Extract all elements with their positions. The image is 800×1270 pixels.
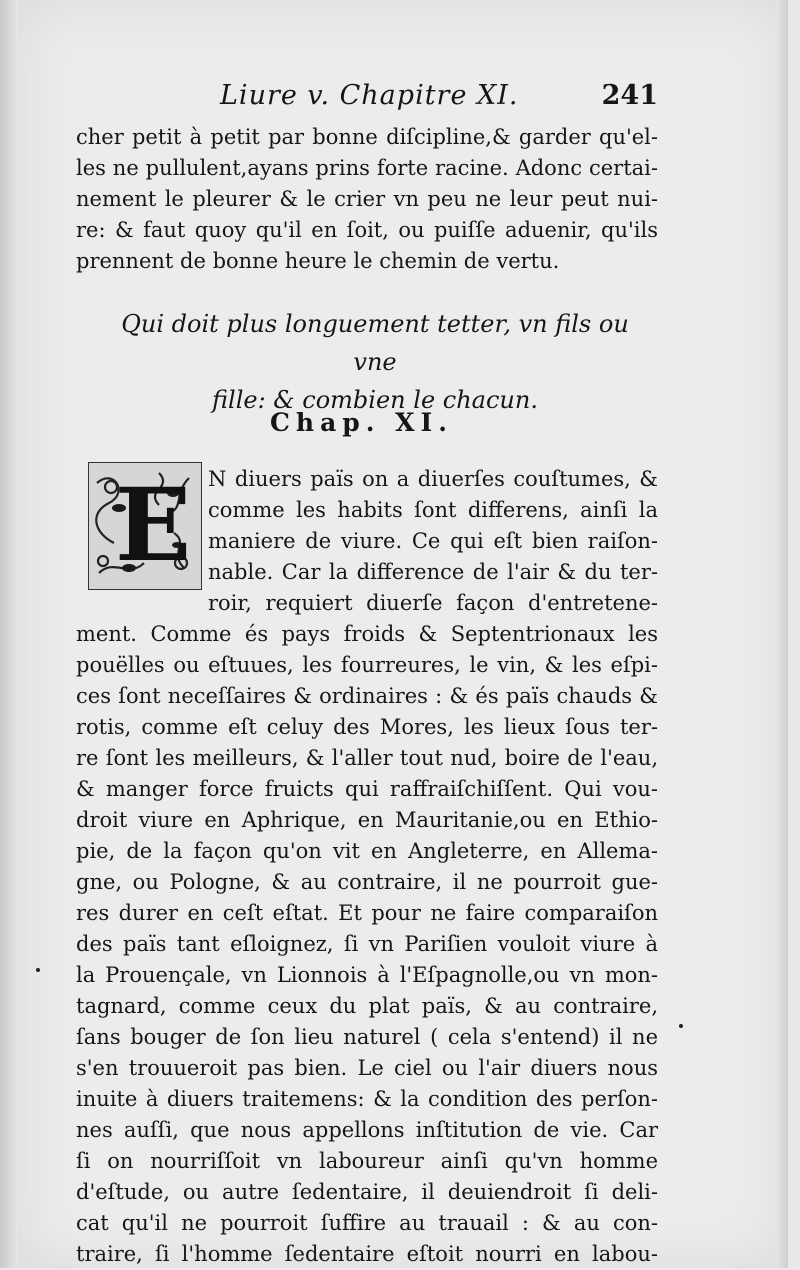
text-line: des païs tant eſloignez, ſi vn Pariſien vouloit viure à <box>76 932 658 956</box>
section-title <box>110 305 640 419</box>
text-line: ſi on nourriſſoit vn laboureur ainſi qu'vn homme <box>76 1149 658 1173</box>
text-line: inuite à diuers traitemens: & la condition des perſon- <box>76 1087 658 1111</box>
text-line: nement le pleurer & le crier vn peu ne leur peut nui- <box>76 187 658 211</box>
text-line: re ſont les meilleurs, & l'aller tout nud, boire de l'eau, <box>76 746 658 770</box>
text-line: la Prouençale, vn Lionnois à l'Eſpagnolle,ou vn mon- <box>76 963 658 987</box>
text-line: cat qu'il ne pourroit ſuffire au trauail : & au con- <box>76 1211 658 1235</box>
speck <box>679 1024 683 1028</box>
text-line: res durer en ceſt eſtat. Et pour ne faire comparaiſon <box>76 901 658 925</box>
text-line: pouëlles ou eſtuues, les fourreures, le vin, & les eſpi- <box>76 653 658 677</box>
text-line: ment. Comme és pays froids & Septentrionaux les <box>76 622 658 646</box>
text-line: pie, de la façon qu'on vit en Angleterre, en Allema- <box>76 839 658 863</box>
text-line: droit viure en Aphrique, en Mauritanie,ou en Ethio- <box>76 808 658 832</box>
text-line: ſans bouger de ſon lieu naturel ( cela s'entend) il ne <box>76 1025 658 1049</box>
text-line: tagnard, comme ceux du plat païs, & au contraire, <box>76 994 658 1018</box>
section-title-line: Qui doit plus longuement tetter, vn fils ou vne <box>121 310 629 376</box>
page-number: 241 <box>601 80 658 111</box>
text-line: rotis, comme eſt celuy des Mores, les lieux ſous ter- <box>76 715 658 739</box>
speck <box>36 968 40 972</box>
text-line: s'en trouueroit pas bien. Le ciel ou l'air diuers nous <box>76 1056 658 1080</box>
page-gutter-left <box>0 0 18 1268</box>
chapter-body <box>76 619 658 1270</box>
top-paragraph <box>76 122 658 277</box>
text-line: re: & faut quoy qu'il en ſoit, ou puiſſe aduenir, qu'ils <box>76 218 658 242</box>
text-line: d'eſtude, ou autre ſedentaire, il deuiendroit ſi deli- <box>76 1180 658 1204</box>
decorated-initial <box>88 462 202 590</box>
text-line: comme les habits ſont differens, ainſi la <box>208 498 658 522</box>
initial-letter: E <box>115 466 192 584</box>
chapter-heading: Chap. XI. <box>270 408 453 437</box>
text-line: & manger force fruicts qui raffraiſchiſſent. Qui vou- <box>76 777 658 801</box>
page-header <box>70 78 658 114</box>
text-line: N diuers païs on a diuerſes couſtumes, & <box>208 467 658 491</box>
text-line: traire, ſi l'homme ſedentaire eſtoit nourri en labou- <box>76 1242 658 1266</box>
text-line: cher petit à petit par bonne diſcipline,& garder qu'el- <box>76 125 658 149</box>
text-line: maniere de viure. Ce qui eſt bien raiſon- <box>208 529 658 553</box>
text-line: nes auſſi, que nous appellons inſtitution de vie. Car <box>76 1118 658 1142</box>
text-line: ces ſont neceſſaires & ordinaires : & és païs chauds & <box>76 684 658 708</box>
text-line: roir, requiert diuerſe façon d'entretene- <box>208 591 658 615</box>
text-line: gne, ou Pologne, & au contraire, il ne pourroit gue- <box>76 870 658 894</box>
page-edge-right <box>776 0 788 1268</box>
chapter-opening-lines <box>208 464 658 619</box>
section-title-line: fille: & combien le chacun. <box>212 386 538 414</box>
text-line: prennent de bonne heure le chemin de vertu. <box>76 249 560 273</box>
text-line: les ne pullulent,ayans prins forte racine. Adonc certai- <box>76 156 658 180</box>
text-line: nable. Car la difference de l'air & du ter- <box>208 560 658 584</box>
running-head: Liure v. Chapitre XI. <box>220 80 519 111</box>
